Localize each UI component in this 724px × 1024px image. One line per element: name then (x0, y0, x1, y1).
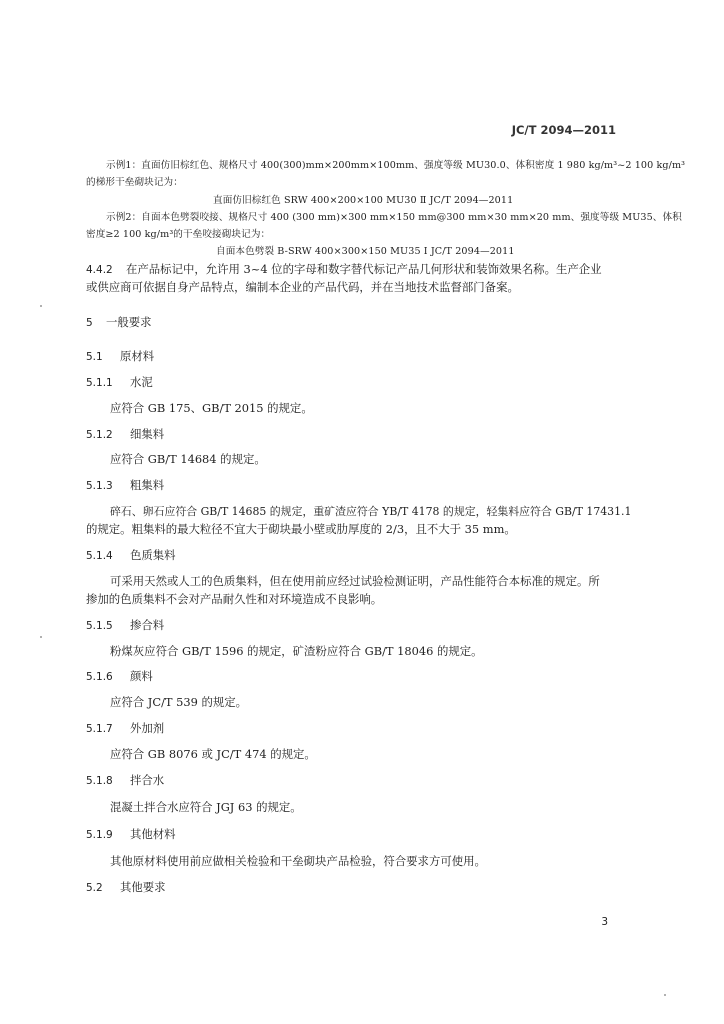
section-5-heading (86, 314, 152, 330)
clause-442-number: 4.4.2 (86, 264, 113, 276)
clause-442-line1: 在产品标记中，允许用 3~4 位的字母和数字替代标记产品几何形状和装饰效果名称。生产企业 (126, 262, 602, 276)
section-52-number: 5.2 (86, 882, 103, 894)
section-518-text: 混凝土拌合水应符合 JGJ 63 的规定。 (110, 800, 302, 814)
section-5-title: 一般要求 (106, 315, 152, 329)
section-517-text: 应符合 GB 8076 或 JC/T 474 的规定。 (110, 747, 316, 761)
clause-442-line2: 或供应商可依据自身产品特点，编制本企业的产品代码，并在当地技术监督部门备案。 (86, 280, 519, 294)
section-518-number: 5.1.8 (86, 775, 113, 787)
section-516-text: 应符合 JC/T 539 的规定。 (110, 695, 248, 709)
example2-line1: 示例2：自面本色劈裂咬接、规格尺寸 400 (300 mm)×300 mm×150 mm@300 mm×30 mm×20 mm、强度等级 MU35、体积 (106, 212, 682, 223)
page-number: 3 (601, 916, 608, 928)
section-52-title: 其他要求 (120, 880, 166, 894)
example1-line1: 示例1：直面仿旧棕红色、规格尺寸 400(300)mm×200mm×100mm、强度等级 MU30.0、体积密度 1 980 kg/m³~2 100 kg/m³ (106, 160, 686, 171)
standard-header: JC/T 2094—2011 (511, 123, 616, 137)
section-514-line1: 可采用天然或人工的色质集料，但在使用前应经过试验检测证明，产品性能符合本标准的规定。所 (110, 574, 600, 588)
section-519-text: 其他原材料使用前应做相关检验和干垒砌块产品检验，符合要求方可使用。 (110, 854, 486, 868)
example2-code: 自面本色劈裂 B-SRW 400×300×150 MU35 Ⅰ JC/T 2094—2011 (216, 246, 515, 257)
section-514-number: 5.1.4 (86, 550, 113, 562)
section-513-number: 5.1.3 (86, 480, 113, 492)
section-517-number: 5.1.7 (86, 723, 113, 735)
section-513-title: 粗集料 (130, 478, 165, 492)
section-512-title: 细集料 (130, 427, 165, 441)
section-51-heading (86, 348, 154, 364)
section-515-heading (86, 617, 164, 633)
example1-line2: 的梯形干垒砌块记为： (86, 177, 183, 188)
section-514-line2: 掺加的色质集料不会对产品耐久性和对环境造成不良影响。 (86, 592, 383, 606)
scan-speck (40, 636, 42, 638)
section-513-line2: 的规定。粗集料的最大粒径不宜大于砌块最小壁或肋厚度的 2/3，且不大于 35 mm。 (86, 522, 516, 536)
section-515-text: 粉煤灰应符合 GB/T 1596 的规定，矿渣粉应符合 GB/T 18046 的规定。 (110, 644, 483, 658)
section-519-number: 5.1.9 (86, 829, 113, 841)
section-512-text: 应符合 GB/T 14684 的规定。 (110, 452, 266, 466)
section-513-heading (86, 477, 164, 493)
section-516-heading (86, 668, 153, 684)
section-516-number: 5.1.6 (86, 671, 113, 683)
clause-442 (86, 261, 602, 277)
section-511-number: 5.1.1 (86, 377, 113, 389)
section-511-heading (86, 374, 153, 390)
section-514-heading (86, 547, 176, 563)
section-514-title: 色质集料 (130, 548, 176, 562)
section-517-title: 外加剂 (130, 721, 165, 735)
section-517-heading (86, 720, 164, 736)
example2-line2: 密度≥2 100 kg/m³的干垒咬接砌块记为： (86, 229, 271, 240)
section-5-number: 5 (86, 317, 93, 329)
scan-speck (40, 305, 42, 307)
section-515-title: 掺合料 (130, 618, 165, 632)
section-51-title: 原材料 (120, 349, 155, 363)
section-518-heading (86, 772, 164, 788)
example1-code: 直面仿旧棕红色 SRW 400×200×100 MU30 Ⅱ JC/T 2094—2011 (213, 195, 514, 206)
section-519-heading (86, 826, 176, 842)
section-516-title: 颜料 (130, 669, 153, 683)
section-511-title: 水泥 (130, 375, 153, 389)
section-518-title: 拌合水 (130, 773, 165, 787)
section-511-text: 应符合 GB 175、GB/T 2015 的规定。 (110, 401, 313, 415)
section-512-heading (86, 426, 164, 442)
scan-speck (664, 994, 666, 996)
section-512-number: 5.1.2 (86, 429, 113, 441)
section-515-number: 5.1.5 (86, 620, 113, 632)
section-519-title: 其他材料 (130, 827, 176, 841)
section-51-number: 5.1 (86, 351, 103, 363)
section-52-heading (86, 879, 166, 895)
section-513-line1: 碎石、卵石应符合 GB/T 14685 的规定，重矿渣应符合 YB/T 4178 的规定，轻集料应符合 GB/T 17431.1 (110, 505, 632, 518)
